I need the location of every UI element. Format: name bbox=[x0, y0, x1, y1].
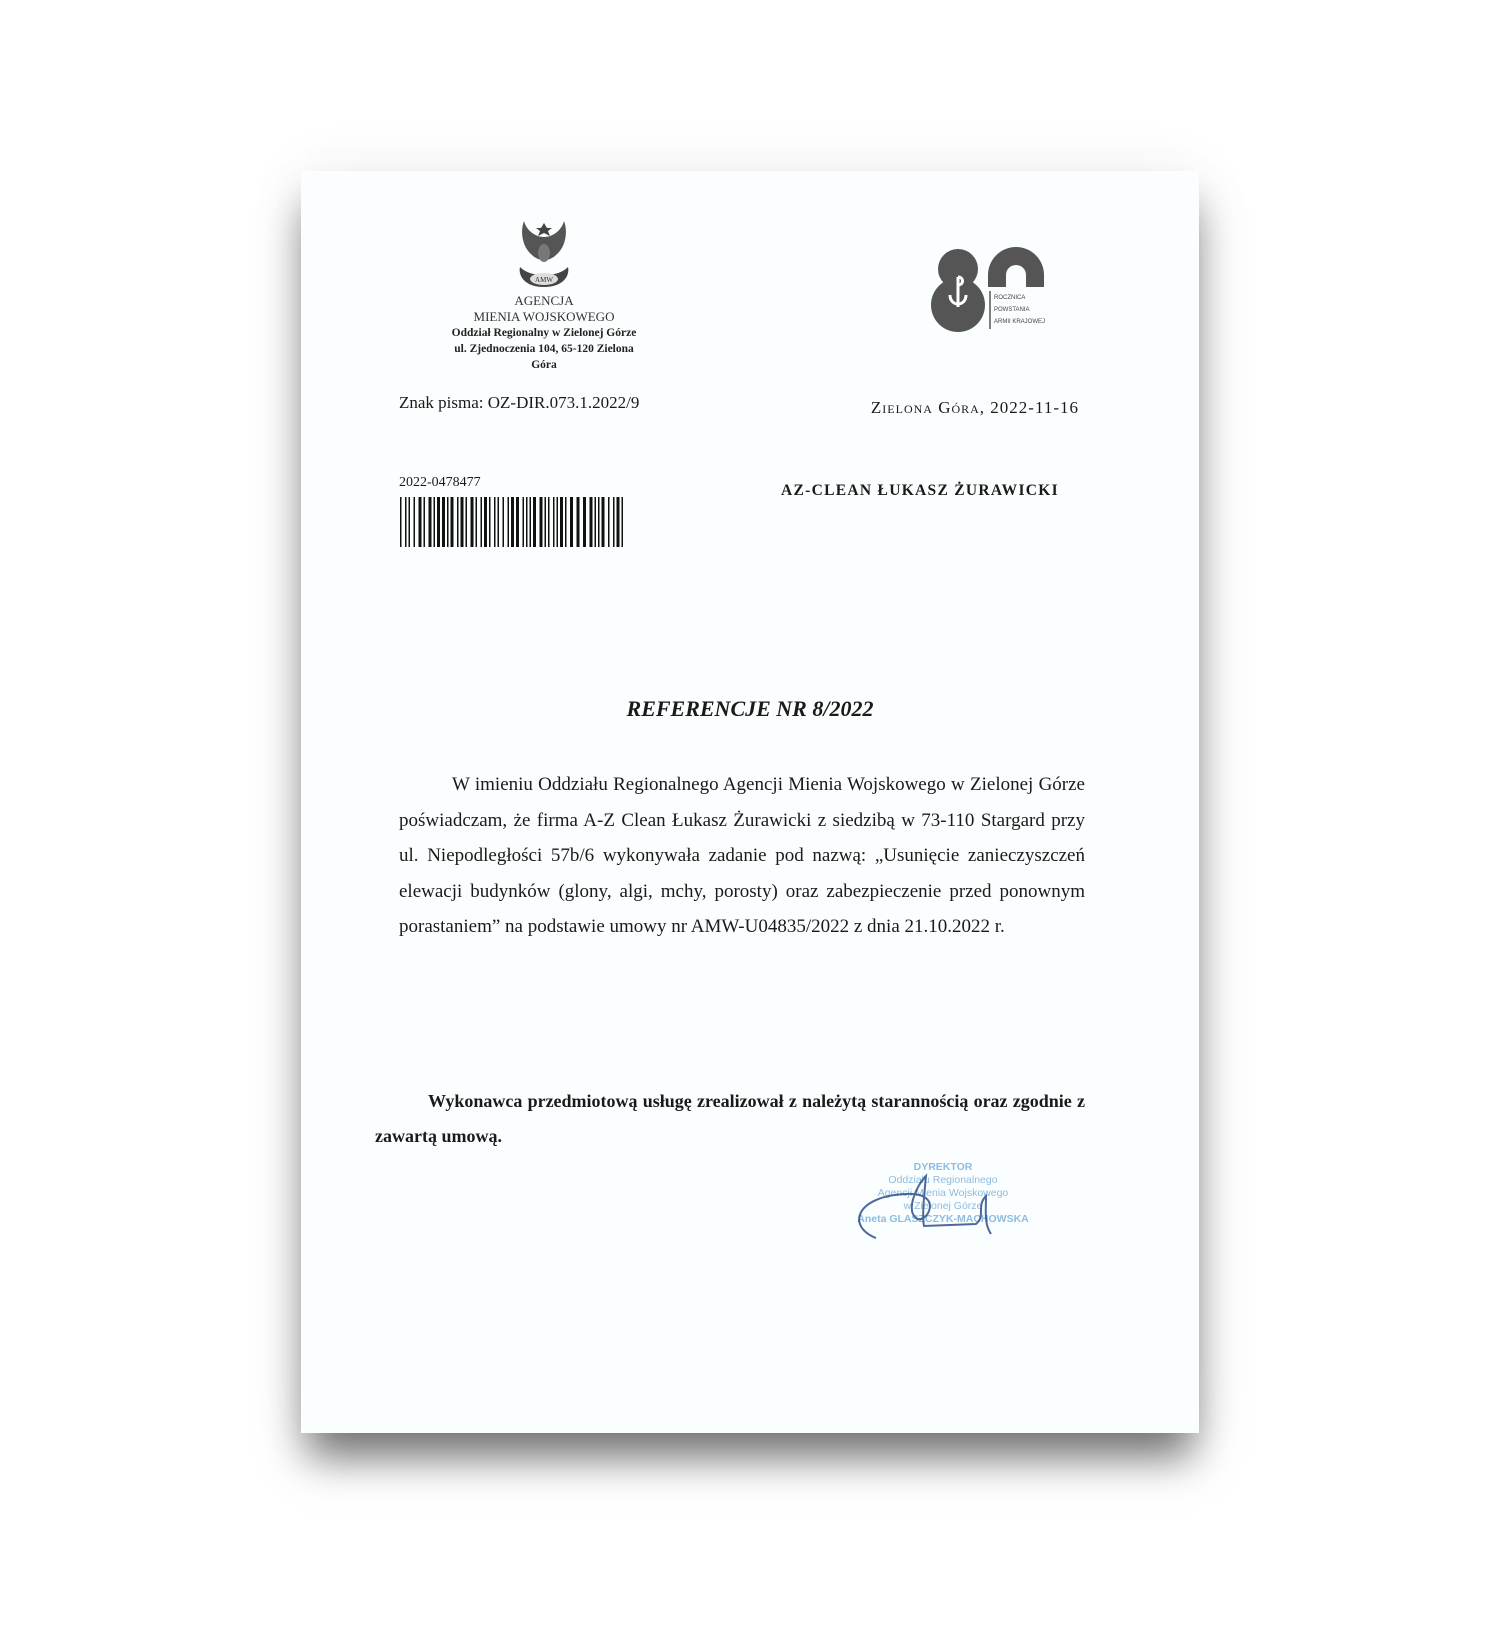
stamp-line1: Oddziału Regionalnego bbox=[888, 1174, 998, 1186]
barcode-bar bbox=[545, 497, 547, 547]
barcode-bar bbox=[451, 497, 454, 547]
agency-name-line2: MIENIA WOJSKOWEGO bbox=[473, 309, 615, 324]
barcode-bar bbox=[481, 497, 483, 547]
barcode-bar bbox=[498, 497, 500, 547]
barcode-bar bbox=[461, 497, 464, 547]
barcode-bar bbox=[494, 497, 496, 547]
agency-address: ul. Zjednoczenia 104, 65-120 Zielona Góra bbox=[454, 343, 634, 371]
barcode bbox=[400, 497, 628, 547]
barcode-bar bbox=[577, 497, 580, 547]
agency-name-line1: AGENCJA bbox=[514, 293, 574, 308]
document-title: REFERENCJE NR 8/2022 bbox=[626, 696, 874, 721]
barcode-bar bbox=[447, 497, 449, 547]
barcode-bar bbox=[405, 497, 407, 547]
barcode-bar bbox=[608, 497, 610, 547]
barcode-bar bbox=[437, 497, 440, 547]
logo-line-3: ARMII KRAJOWEJ bbox=[994, 319, 1046, 325]
barcode-bar bbox=[400, 497, 402, 547]
barcode-bar bbox=[442, 497, 445, 547]
barcode-bar bbox=[595, 497, 597, 547]
barcode-bar bbox=[565, 497, 567, 547]
barcode-bar bbox=[484, 497, 487, 547]
place-date: Zielona Góra, 2022-11-16 bbox=[870, 398, 1079, 417]
logo-line-2: POWSTANIA bbox=[994, 307, 1030, 313]
barcode-bar bbox=[526, 497, 528, 547]
document-page bbox=[301, 171, 1199, 1433]
barcode-number: 2022-0478477 bbox=[399, 475, 481, 490]
barcode-bar bbox=[516, 497, 519, 547]
barcode-bar bbox=[466, 497, 468, 547]
barcode-bar bbox=[503, 497, 505, 547]
barcode-bar bbox=[424, 497, 426, 547]
barcode-bar bbox=[434, 497, 436, 547]
barcode-bar bbox=[613, 497, 615, 547]
barcode-bar bbox=[533, 497, 536, 547]
anniversary-logo bbox=[928, 247, 1050, 338]
barcode-bar bbox=[617, 497, 620, 547]
emblem-text: AMW bbox=[535, 276, 553, 284]
reference-number: Znak pisma: OZ-DIR.073.1.2022/9 bbox=[399, 393, 640, 412]
barcode-bar bbox=[590, 497, 593, 547]
barcode-bar bbox=[429, 497, 432, 547]
barcode-bar bbox=[557, 497, 559, 547]
barcode-bar bbox=[570, 497, 573, 547]
barcode-bar bbox=[511, 497, 514, 547]
barcode-bar bbox=[409, 497, 411, 547]
barcode-bar bbox=[622, 497, 624, 547]
stamp-title: DYREKTOR bbox=[913, 1161, 973, 1173]
agency-letterhead bbox=[444, 219, 644, 373]
body-paragraph bbox=[399, 767, 1085, 945]
body-text: W imieniu Oddziału Regionalnego Agencji Mienia Wojskowego w Zielonej Górze poświadczam, że firma A-Z Clean Łukasz Żurawicki z siedzibą w 73-110 Stargard przy ul. Niepodległości 57b/6 wykonywała zadanie pod nazwą: „Usunięcie zanieczyszczeń elewacji budynków (glony, algi, mchy, porosty) oraz zabezpieczenie przed ponownym porastaniem” na podstawie umowy nr AMW-U04835/2022 z dnia 21.10.2022 r. bbox=[399, 774, 1085, 937]
barcode-bar bbox=[414, 497, 416, 547]
barcode-bar bbox=[419, 497, 422, 547]
barcode-bar bbox=[548, 497, 550, 547]
closing-paragraph bbox=[375, 1084, 1085, 1154]
eagle-emblem-icon bbox=[514, 219, 574, 291]
barcode-bar bbox=[476, 497, 478, 547]
stamp-name: Aneta GLASZCZYK-MACHOWSKA bbox=[857, 1213, 1029, 1225]
signature bbox=[836, 1146, 1036, 1246]
barcode-bar bbox=[553, 497, 555, 547]
barcode-bar bbox=[583, 497, 586, 547]
stamp-line3: w Zielonej Górze bbox=[903, 1200, 983, 1212]
barcode-bar bbox=[560, 497, 563, 547]
recipient: AZ-CLEAN ŁUKASZ ŻURAWICKI bbox=[781, 482, 1059, 499]
barcode-bar bbox=[489, 497, 491, 547]
barcode-bar bbox=[598, 497, 600, 547]
barcode-bar bbox=[471, 497, 474, 547]
closing-text: Wykonawca przedmiotową usługę zrealizował z należytą starannością oraz zgodnie z zawartą umową. bbox=[375, 1091, 1085, 1146]
stamp-line2: Agencji Mienia Wojskowego bbox=[877, 1187, 1009, 1199]
logo-line-1: ROCZNICA bbox=[994, 295, 1026, 301]
barcode-bar bbox=[523, 497, 525, 547]
barcode-bar bbox=[530, 497, 532, 547]
barcode-bar bbox=[508, 497, 510, 547]
barcode-bar bbox=[457, 497, 459, 547]
agency-branch: Oddział Regionalny w Zielonej Górze bbox=[451, 327, 637, 339]
barcode-bar bbox=[540, 497, 543, 547]
barcode-bar bbox=[602, 497, 605, 547]
